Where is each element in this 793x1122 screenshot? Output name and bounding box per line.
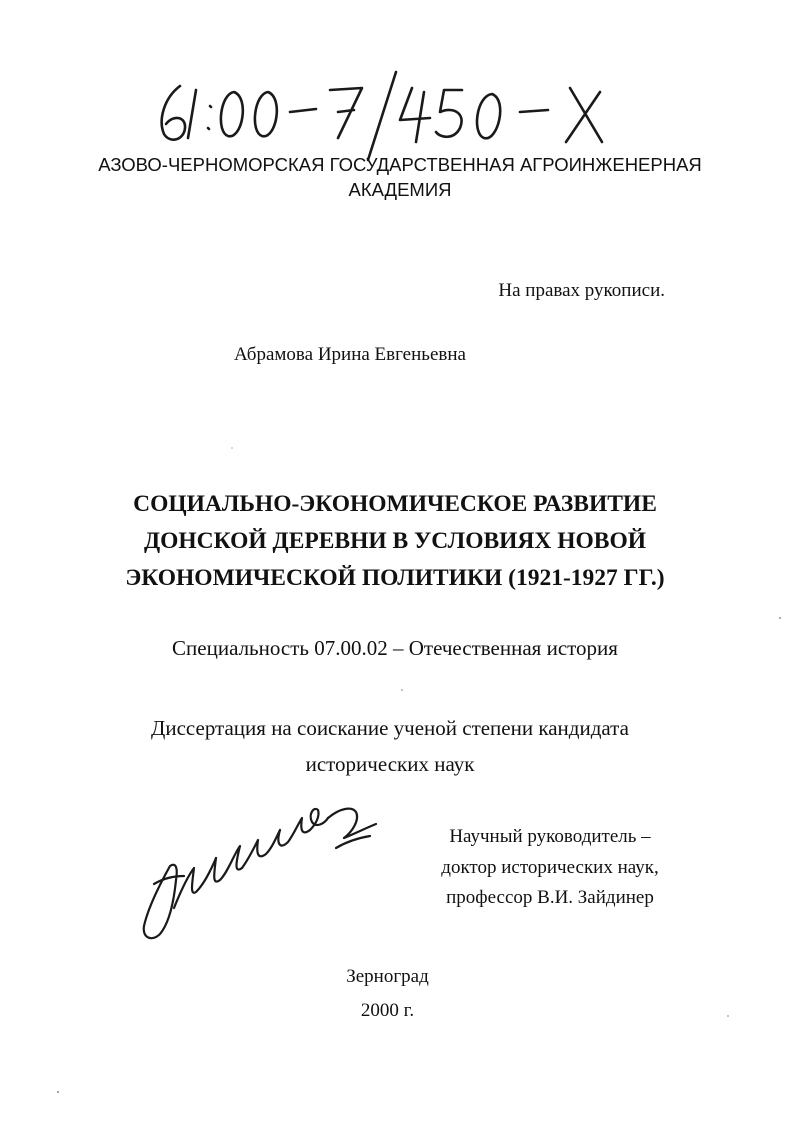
academy-line-1: АЗОВО-ЧЕРНОМОРСКАЯ ГОСУДАРСТВЕННАЯ АГРОИНЖЕНЕРНАЯ	[98, 154, 702, 175]
title-line-2: ДОНСКОЙ ДЕРЕВНИ В УСЛОВИЯХ НОВОЙ	[143, 528, 647, 554]
supervisor-line-3: профессор В.И. Зайдинер	[446, 887, 654, 908]
title-line-1: СОЦИАЛЬНО-ЭКОНОМИЧЕСКОЕ РАЗВИТИЕ	[133, 491, 657, 517]
supervisor-line-1: Научный руководитель –	[449, 826, 651, 847]
city-name: Зерноград	[346, 966, 429, 987]
archive-number-text	[150, 68, 630, 138]
dissertation-line-1: Диссертация на соискание ученой степени кандидата	[151, 716, 629, 740]
year: 2000 г.	[360, 1000, 415, 1021]
title-line-3: ЭКОНОМИЧЕСКОЙ ПОЛИТИКИ (1921-1927 ГГ.)	[125, 565, 665, 591]
supervisor-line-2: доктор исторических наук,	[441, 856, 659, 878]
archive-number-handwritten	[150, 68, 620, 163]
academy-name	[40, 152, 760, 202]
signature-strokes	[130, 788, 390, 958]
rights-note: На правах рукописи.	[498, 280, 665, 301]
signature-text: Абрамова	[130, 788, 135, 789]
dissertation-title	[70, 486, 720, 597]
place-and-year	[280, 960, 495, 1028]
dissertation-description	[60, 710, 720, 782]
academy-line-2: АКАДЕМИЯ	[348, 179, 452, 200]
dissertation-line-2: исторических наук	[305, 752, 475, 776]
supervisor-block	[420, 822, 680, 914]
specialty: Специальность 07.00.02 – Отечественная история	[172, 636, 618, 660]
author-name: Абрамова Ирина Евгеньевна	[234, 344, 466, 365]
author-signature	[130, 788, 390, 958]
